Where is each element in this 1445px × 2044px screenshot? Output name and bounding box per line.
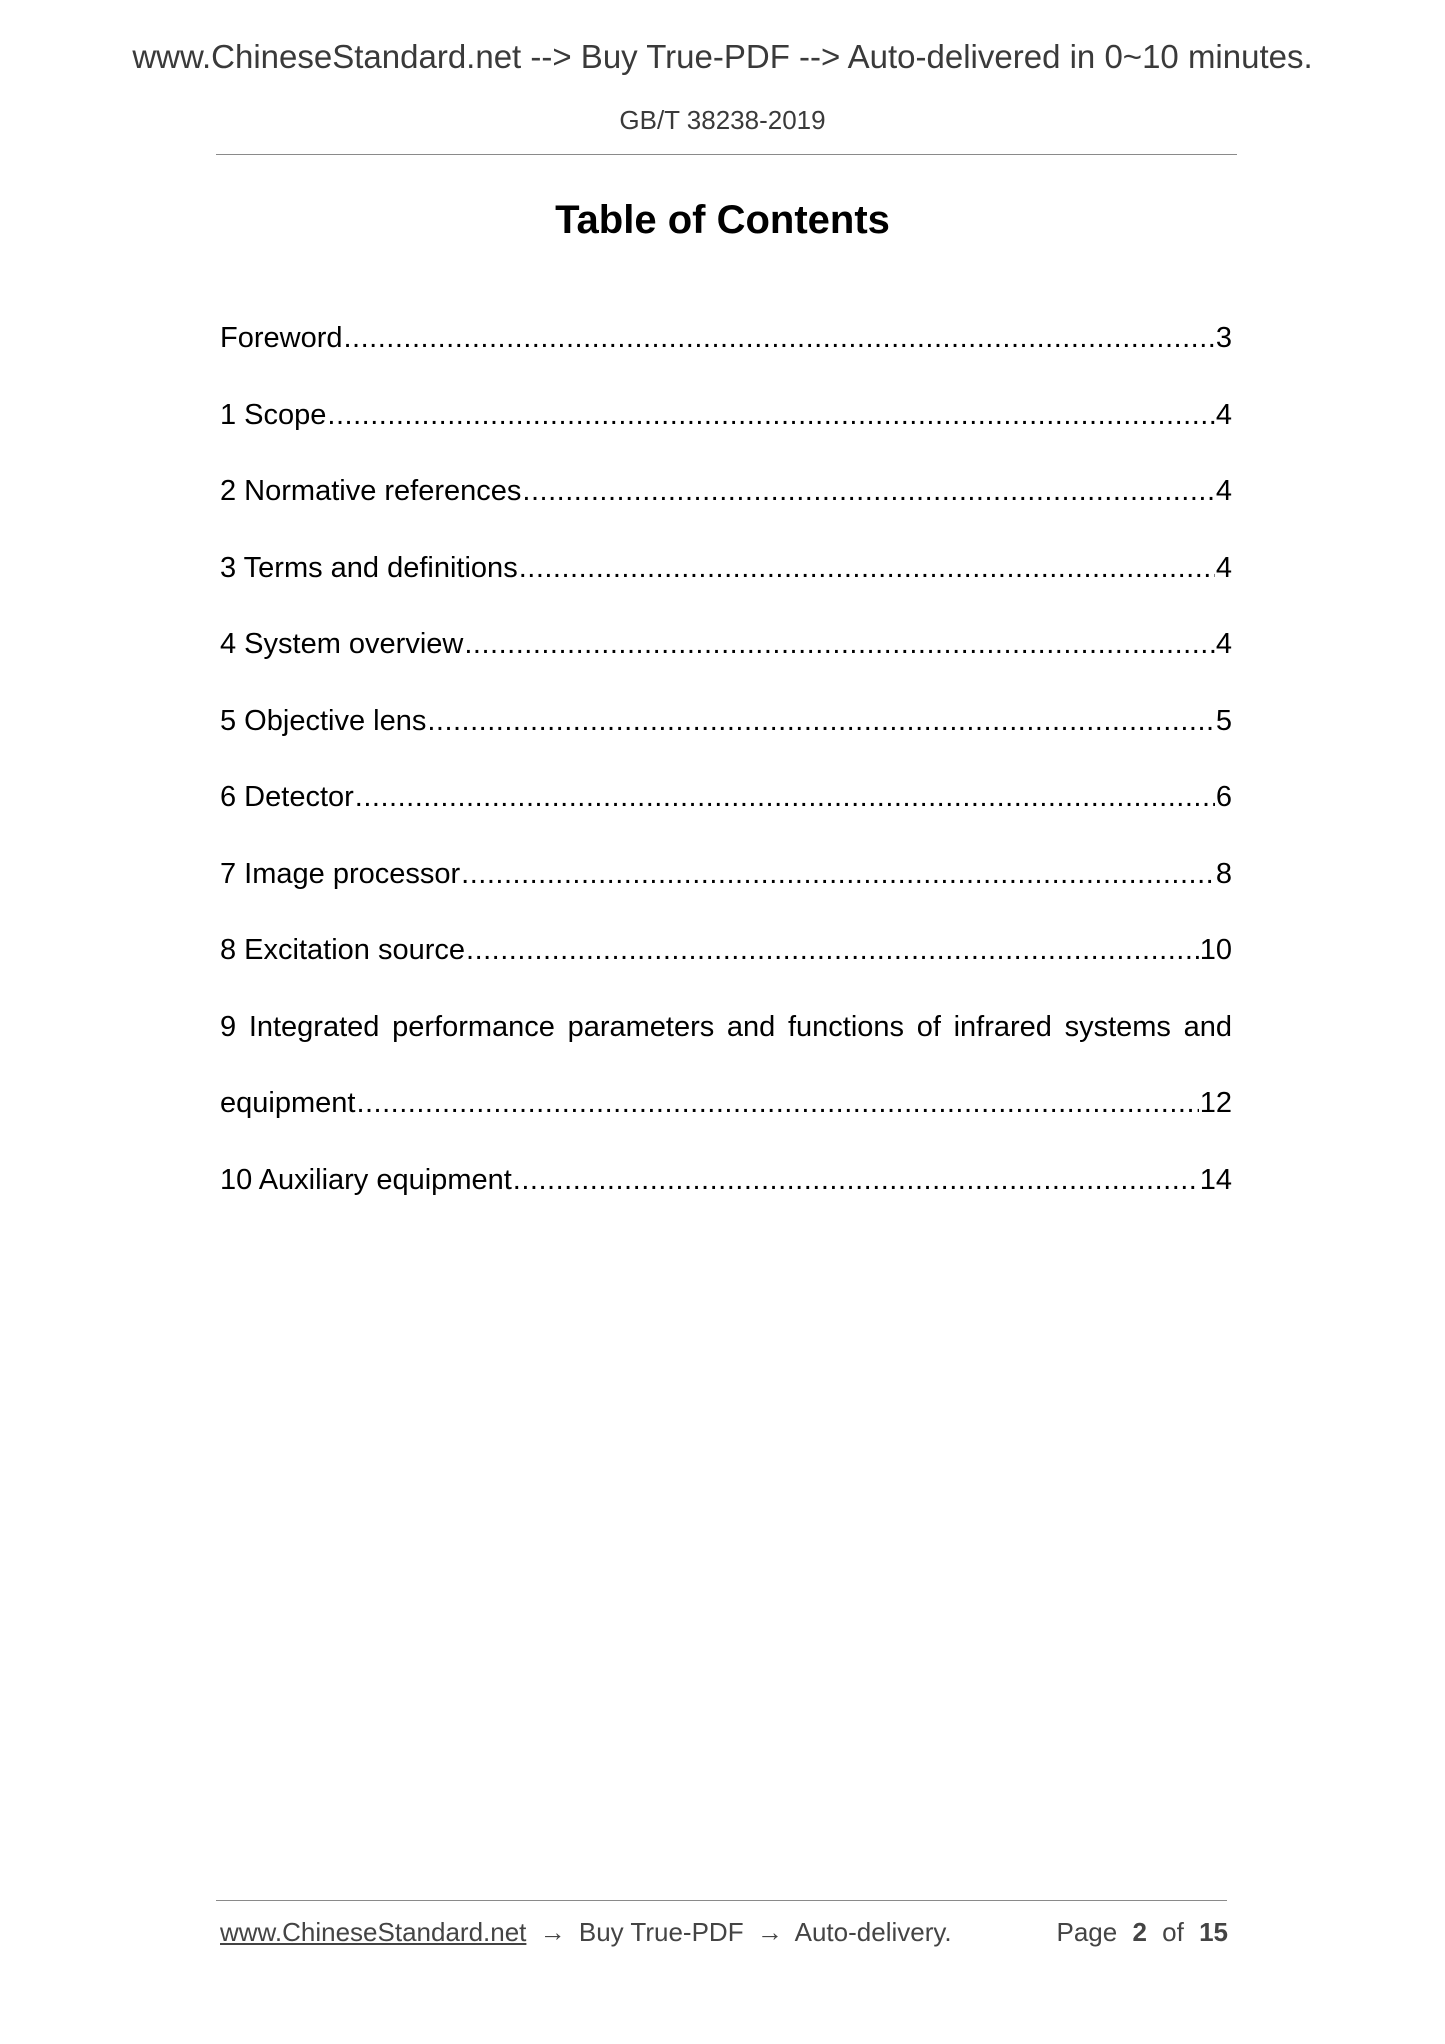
toc-leader-dots (466, 930, 1199, 970)
toc-entry-page: 4 (1215, 399, 1232, 431)
footer-left (220, 1917, 952, 1948)
footer-divider (216, 1900, 1227, 1901)
toc-entry[interactable] (220, 1160, 1232, 1200)
toc-word: Integrated (248, 1011, 380, 1043)
toc-entry-label: 5 Objective lens (220, 705, 427, 737)
toc-entry-label: equipment (220, 1087, 356, 1119)
delivery-text: Auto-delivery. (794, 1917, 952, 1947)
toc-entry-label: 4 System overview (220, 628, 464, 660)
toc-entry-page: 4 (1215, 628, 1232, 660)
toc-entry[interactable] (220, 854, 1232, 894)
arrow-icon: → (539, 1917, 566, 1947)
buy-text: Buy True-PDF (578, 1917, 744, 1947)
page-counter (1056, 1917, 1228, 1948)
toc-leader-dots (522, 471, 1214, 511)
toc-entry-label: 7 Image processor (220, 858, 461, 890)
toc-leader-dots (461, 854, 1215, 894)
toc-leader-dots (427, 701, 1215, 741)
toc-entry-page: 12 (1199, 1087, 1232, 1119)
toc-word: of (916, 1011, 941, 1043)
toc-entry-page: 8 (1215, 858, 1232, 890)
total-pages: 15 (1199, 1917, 1228, 1947)
toc-entry[interactable] (220, 930, 1232, 970)
toc-leader-dots (519, 548, 1215, 588)
page-title: Table of Contents (555, 198, 890, 242)
toc-word: systems (1064, 1011, 1171, 1043)
toc-word: and (1183, 1011, 1232, 1043)
toc-leader-dots (355, 777, 1215, 817)
current-page: 2 (1132, 1917, 1147, 1947)
page-footer (220, 1917, 1228, 1948)
toc-leader-dots (513, 1160, 1199, 1200)
site-link[interactable]: www.ChineseStandard.net (220, 1917, 527, 1947)
page-word: Page (1056, 1917, 1118, 1947)
toc-entry-label: 6 Detector (220, 781, 354, 813)
toc-leader-dots (356, 1083, 1198, 1123)
toc-entry[interactable] (220, 471, 1232, 511)
toc-word: parameters (567, 1011, 715, 1043)
toc-entry-page: 6 (1215, 781, 1232, 813)
toc-leader-dots (344, 318, 1215, 358)
toc-entry[interactable] (220, 1083, 1232, 1123)
toc-entry-label: 1 Scope (220, 399, 327, 431)
of-word: of (1162, 1917, 1184, 1947)
arrow-icon: → (756, 1917, 783, 1947)
toc-entry-label: 3 Terms and definitions (220, 552, 518, 584)
toc-entry-page: 4 (1215, 552, 1232, 584)
toc-word: 9 (220, 1011, 237, 1043)
toc-word: and (726, 1011, 776, 1043)
toc-entry[interactable] (220, 624, 1232, 664)
toc-entry-page: 14 (1199, 1164, 1232, 1196)
toc-leader-dots (327, 395, 1214, 435)
toc-entry-label: 2 Normative references (220, 475, 522, 507)
toc-entry-page: 5 (1215, 705, 1232, 737)
toc-entry-wrapped-line[interactable] (220, 1007, 1232, 1047)
toc-entry-page: 3 (1215, 322, 1232, 354)
toc-entry-label: Foreword (220, 322, 343, 354)
document-number: GB/T 38238-2019 (619, 105, 826, 135)
toc-entry-page: 4 (1215, 475, 1232, 507)
toc-entry[interactable] (220, 548, 1232, 588)
toc-word: performance (392, 1011, 555, 1043)
toc-entry[interactable] (220, 395, 1232, 435)
toc-leader-dots (464, 624, 1215, 664)
top-banner: www.ChineseStandard.net --> Buy True-PDF --> Auto-delivered in 0~10 minutes. (132, 38, 1313, 75)
toc-entry-label: 10 Auxiliary equipment (220, 1164, 512, 1196)
toc-entry-label: 8 Excitation source (220, 934, 466, 966)
toc-word: functions (787, 1011, 905, 1043)
toc-word: infrared (953, 1011, 1052, 1043)
toc-entry-page: 10 (1199, 934, 1232, 966)
toc-entry[interactable] (220, 701, 1232, 741)
toc-entry[interactable] (220, 777, 1232, 817)
toc-entry[interactable] (220, 318, 1232, 358)
